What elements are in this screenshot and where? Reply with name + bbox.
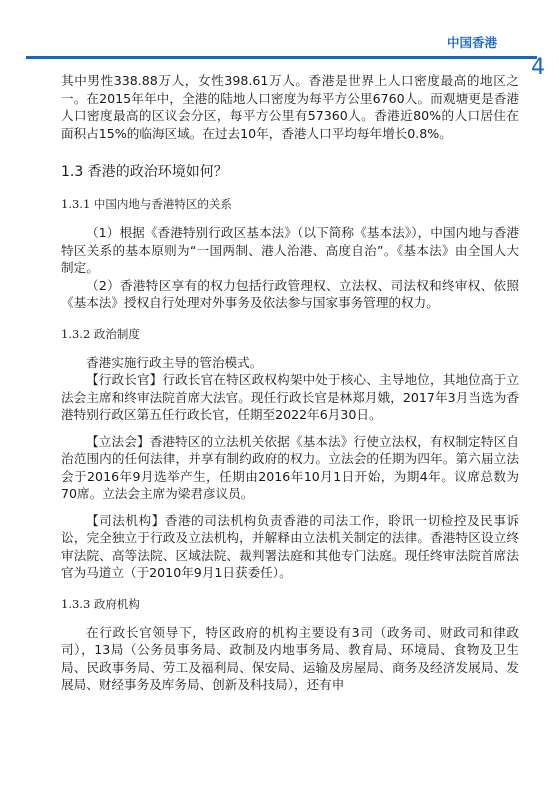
paragraph-relations-1: （1）根据《香港特别行政区基本法》（以下简称《基本法》），中国内地与香港特区关系的基本原则为“一国两制、港人治港、高度自治”。《基本法》由全国人大制定。 <box>61 225 519 275</box>
heading-1-3: 1.3 香港的政治环境如何？ <box>61 164 228 180</box>
paragraph-governance: 香港实施行政主导的管治模式。 <box>86 354 263 370</box>
paragraph-population: 其中男性338.88万人，女性398.61万人。香港是世界上人口密度最高的地区之一。在2015年年中，全港的陆地人口密度为每平方公里6760人。而观塘更是香港人口密度最高的区议会分区，每平方公里有57360人。香港近80%的人口居住在面积占15%的临海区域。在过去10年，香港人口平均每年增长0.8%。 <box>61 73 519 141</box>
paragraph-chief-executive: 【行政长官】行政长官在特区政权构架中处于核心、主导地位，其地位高于立法会主席和终审法院首席大法官。现任行政长官是林郑月娥，2017年3月当选为香港特别行政区第五任行政长官，任期至2022年6月30日。 <box>61 372 519 422</box>
header-bar <box>26 56 537 59</box>
page-number: 4 <box>531 55 545 80</box>
section-label: 中国香港 <box>446 35 497 50</box>
heading-1-3-1: 1.3.1 中国内地与香港特区的关系 <box>61 197 232 211</box>
paragraph-relations-2: （2）香港特区享有的权力包括行政管理权、立法权、司法权和终审权、依照《基本法》授权自行处理对外事务及依法参与国家事务管理的权力。 <box>61 277 519 310</box>
page-body <box>61 72 519 694</box>
heading-1-3-3: 1.3.3 政府机构 <box>61 596 140 611</box>
paragraph-government-bodies: 在行政长官领导下，特区政府的机构主要设有3司（政务司、财政司和律政司），13局（公务员事务局、政制及内地事务局、教育局、环境局、食物及卫生局、民政事务局、劳工及福利局、保安局、运输及房屋局、商务及经济发展局、发展局、财经事务及库务局、创新及科技局），还有申 <box>61 624 519 692</box>
paragraph-legco: 【立法会】香港特区的立法机关依据《基本法》行使立法权，有权制定特区自治范围内的任何法律，并享有制约政府的权力。立法会的任期为四年。第六届立法会于2016年9月选举产生，任期由2016年10月1日开始，为期4年。议席总数为70席。立法会主席为梁君彦议员。 <box>61 433 519 501</box>
heading-1-3-2: 1.3.2 政治制度 <box>61 326 140 341</box>
paragraph-judiciary: 【司法机构】香港的司法机构负责香港的司法工作，聆讯一切检控及民事诉讼，完全独立于行政及立法机构，并解释由立法机关制定的法律。香港特区设立终审法院、高等法院、区域法院、裁判署法庭和其他专门法庭。现任终审法院首席法官为马道立（于2010年9月1日获委任）。 <box>61 512 519 580</box>
